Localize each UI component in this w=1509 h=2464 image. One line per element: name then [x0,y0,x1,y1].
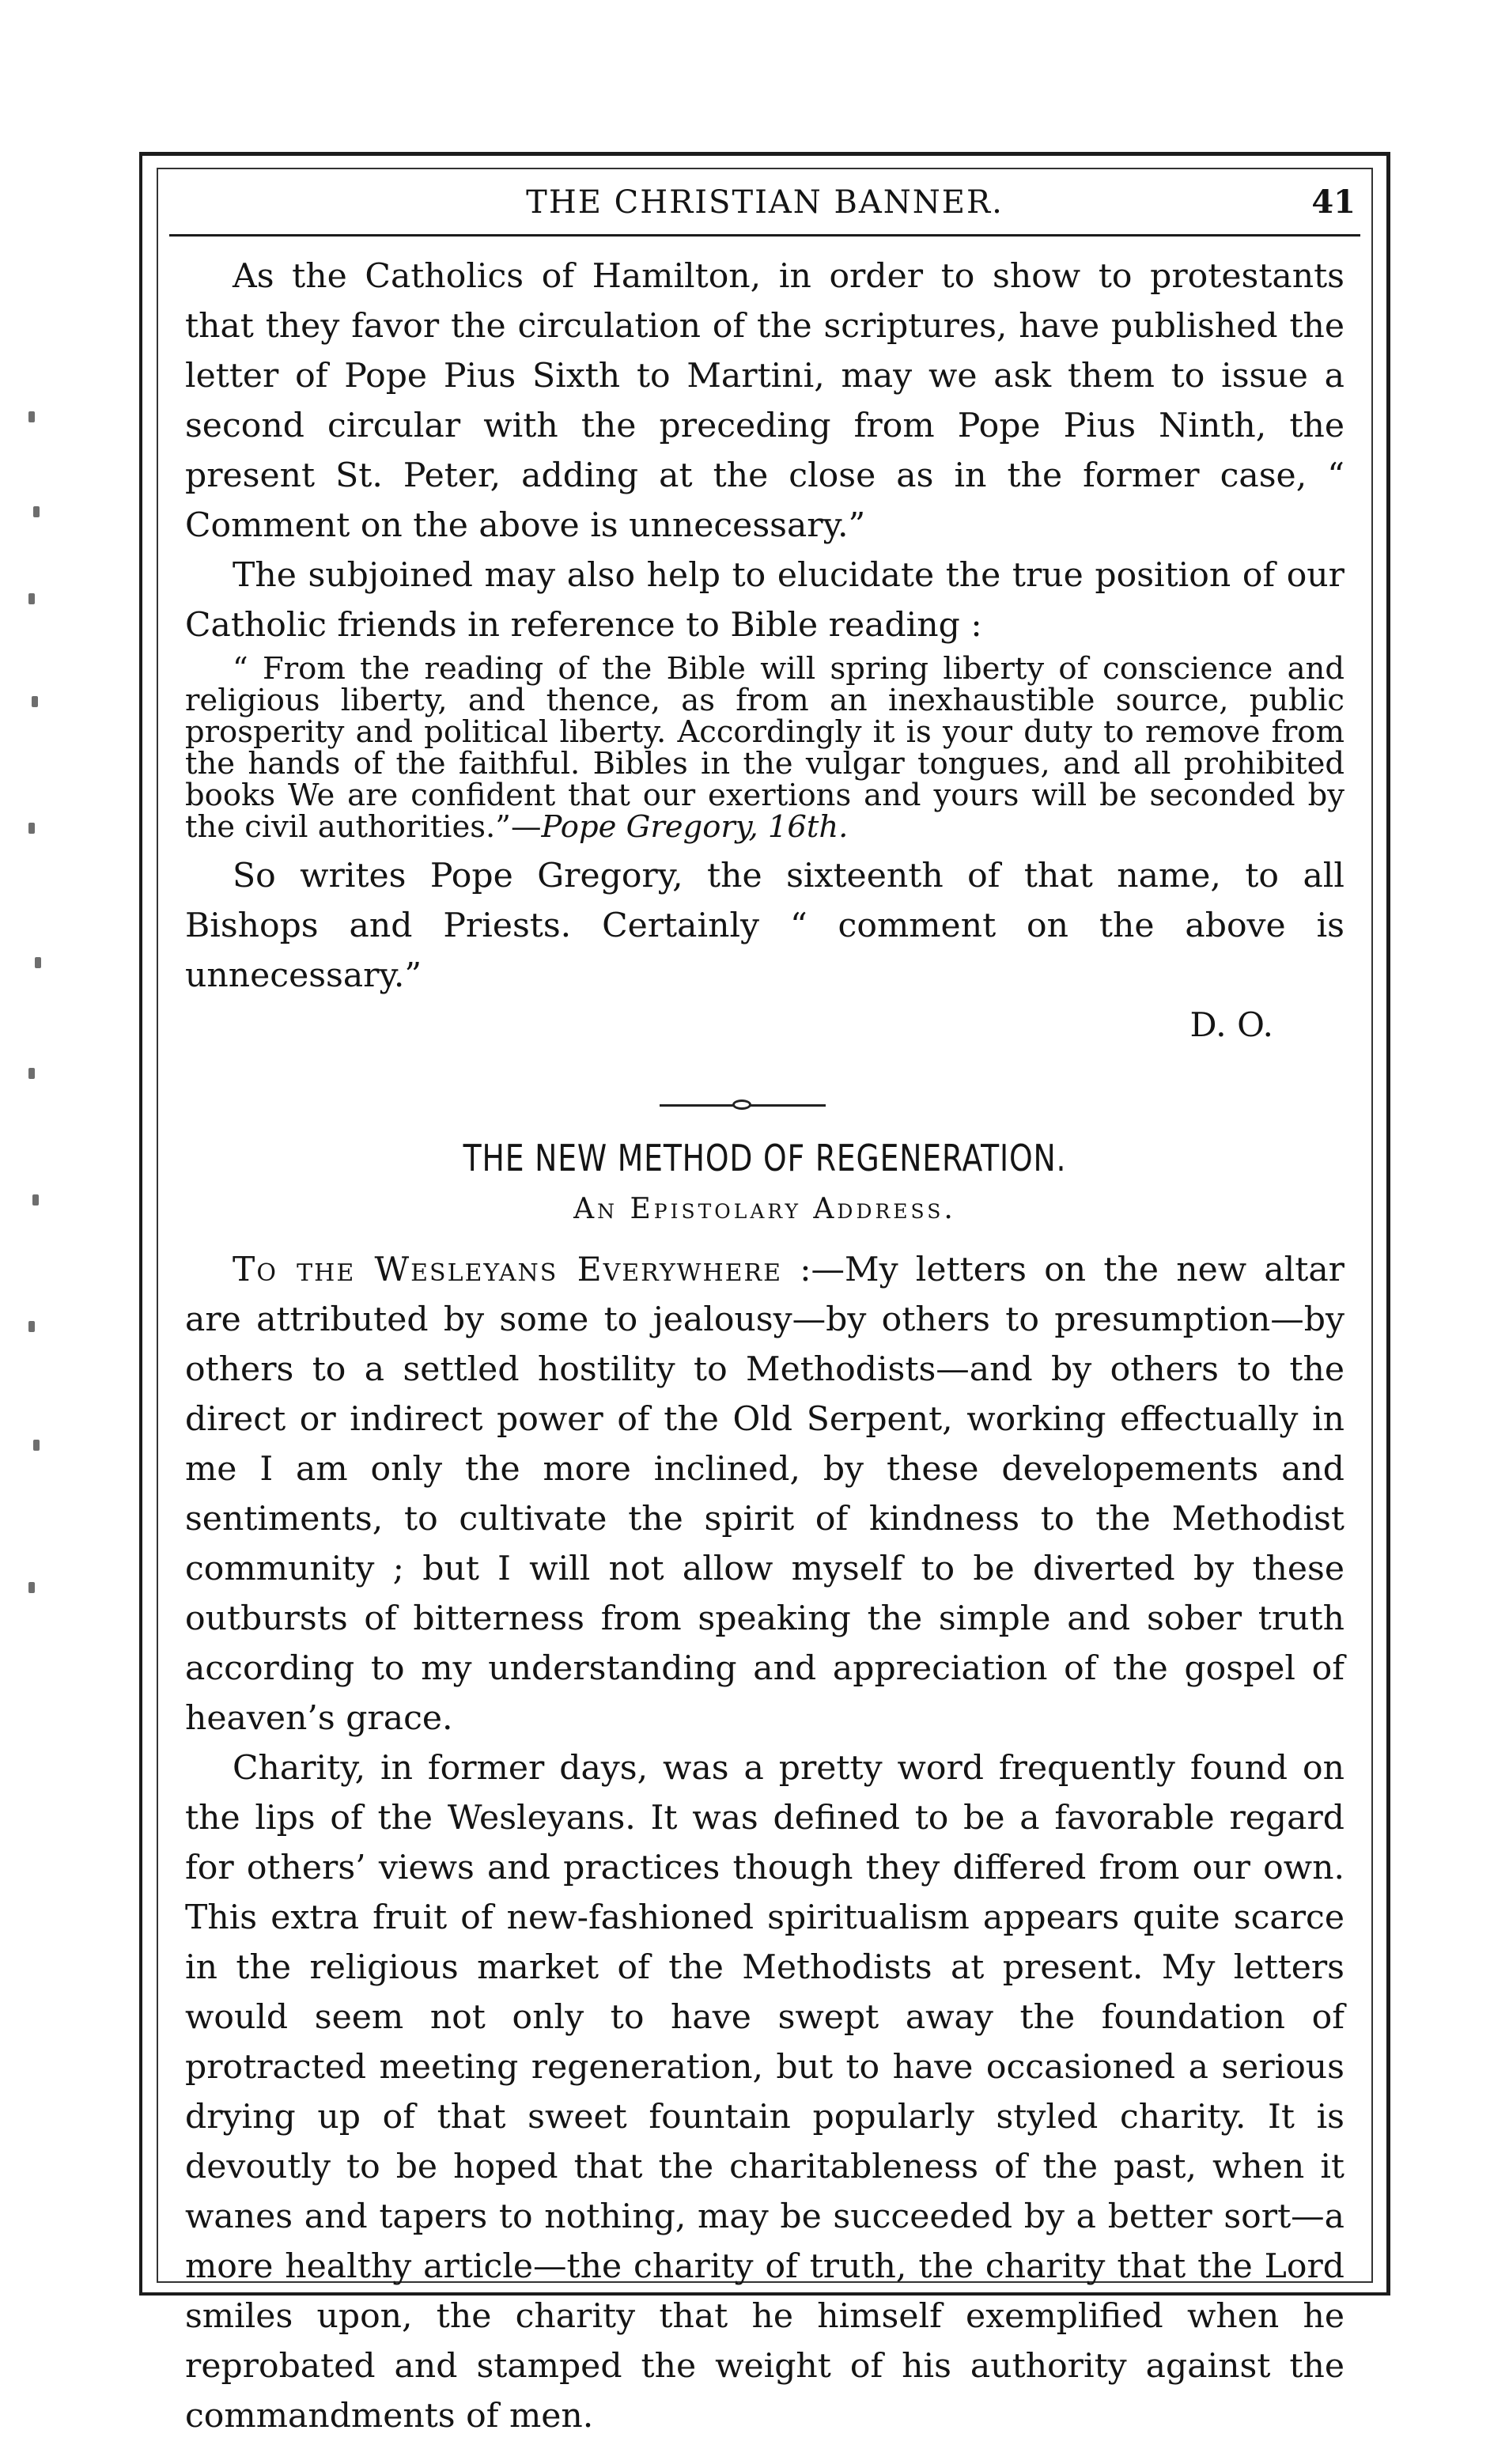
quotation-citation: Pope Gregory, 16th. [541,809,849,845]
paragraph-to-the-wesleyans [185,1245,1344,1743]
article-body [185,1245,1344,2441]
header-rule [169,234,1360,237]
paragraph-subjoined: The subjoined may also help to elucidate the true position of our Catholic friends in reference to Bible reading : [185,556,1344,645]
section-divider [660,1100,826,1111]
divider-ornament-icon [732,1100,751,1110]
running-head [169,179,1360,226]
scan-margin-artifacts [28,411,60,1677]
section-catholic-letter [185,252,1344,1050]
signature: D. O. [1189,1006,1273,1045]
quotation-text: “ From the reading of the Bible will spring liberty of conscience and religious liberty, and thence, as from an inexhaustible source, public prosperity and political liberty. Accordingly it is your duty to remove from the hands of the faithful. Bibles in the vulgar tongues, and all prohibited books We are confident that our exertions and yours will be seconded by the civil authorities.”— [185,651,1344,845]
paragraph-catholics-of-hamilton: As the Catholics of Hamilton, in order to show to protestants that they favor the circulation of the scriptures, have published the letter of Pope Pius Sixth to Martini, may we ask them to issue a second circular with the preceding from Pope Pius Ninth, the present St. Peter, adding at the close as in the former case, “ Comment on the above is unnecessary.” [185,257,1344,545]
salutation: To the Wesleyans Everywhere [233,1251,783,1289]
paragraph-charity: Charity, in former days, was a pretty word frequently found on the lips of the Wesleyans. It was defined to be a favorable regard for others’ views and practices though they differed from our own. This extra fruit of new-fashioned spiritualism appears quite scarce in the religious market of the Methodists at present. My letters would seem not only to have swept away the foundation of protracted meeting regeneration, but to have occasioned a serious drying up of that sweet fountain popularly styled charity. It is devoutly to be hoped that the charitableness of the past, when it wanes and tapers to nothing, may be succeeded by a better sort—a more healthy article—the charity of truth, the charity that the Lord smiles upon, the charity that he himself exemplified when he reprobated and stamped the weight of his authority against the commandments of men. [185,1749,1344,2436]
article-subtitle: An Epistolary Address. [573,1193,956,1225]
quotation-pope-gregory [185,653,1344,843]
paragraph-so-writes: So writes Pope Gregory, the sixteenth of that name, to all Bishops and Priests. Certainly “ comment on the above is unnecessary.” [185,857,1344,995]
running-title: THE CHRISTIAN BANNER. [526,184,1004,221]
page-number: 41 [1311,184,1356,221]
paragraph-letters-text: :—My letters on the new altar are attributed by some to jealousy—by others to presumption—by others to a settled hostility to Methodists—and by others to the direct or indirect power of the Old Serpent, working effectually in me I am only the more inclined, by these developements and sentiments, to cultivate the spirit of kindness to the Methodist community ; but I will not allow myself to be diverted by these outbursts of bitterness from speaking the simple and sober truth according to my understanding and appreciation of the gospel of heaven’s grace. [185,1251,1344,1738]
article-title: THE NEW METHOD OF REGENERATION. [463,1137,1067,1179]
